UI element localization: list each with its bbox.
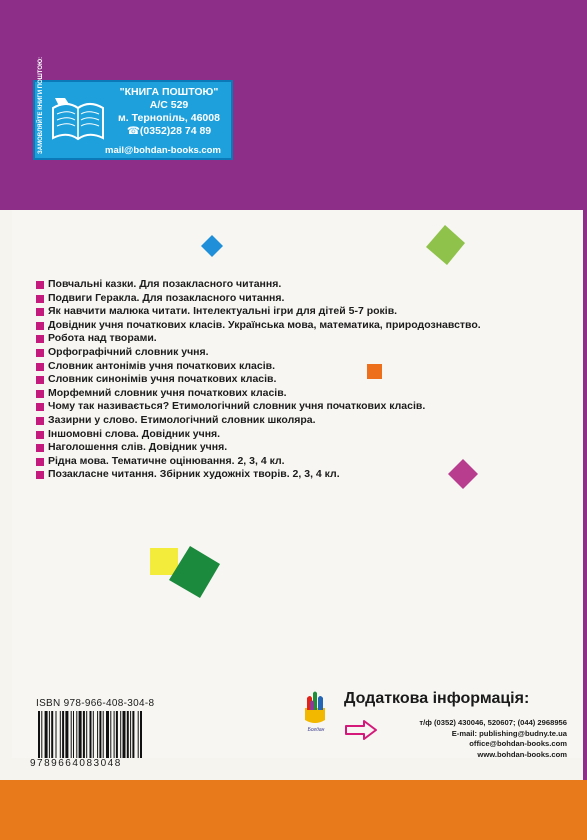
publisher-logo-text: Богдан [307,727,325,733]
bullet-square-icon [36,403,44,411]
catalog-item [36,319,481,333]
catalog-item [36,455,481,469]
right-purple-strip [583,210,587,780]
catalog-item-title: Наголошення слів. Довідник учня. [48,441,228,454]
open-book-icon [49,94,107,144]
bullet-square-icon [36,458,44,466]
catalog-item [36,468,481,482]
book-catalog-list [36,278,481,482]
decor-green-diamond [166,544,222,600]
bullet-square-icon [36,444,44,452]
bullet-square-icon [36,390,44,398]
catalog-item-title: Подвиги Геракла. Для позакласного читання. [48,291,285,304]
decor-blue-diamond [200,234,224,258]
barcode-number: 9789664083048 [30,758,122,769]
catalog-item-title: Зазирни у слово. Етимологічний словник школяра. [48,413,316,426]
catalog-item [36,292,481,306]
catalog-item-title: Як навчити малюка читати. Інтелектуальні ігри для дітей 5-7 років. [48,305,398,318]
catalog-item-title: Повчальні казки. Для позакласного читання. [48,278,282,290]
catalog-item [36,305,481,319]
catalog-item-title: Чому так називається? Етимологічний словник учня початкових класів. [48,400,426,413]
bullet-square-icon [36,308,44,316]
publisher-contacts [419,718,567,760]
catalog-item-title: Рідна мова. Тематичне оцінювання. 2, 3, 4 кл. [48,454,285,467]
catalog-item-title: Робота над творами. [48,332,157,345]
bullet-square-icon [36,376,44,384]
catalog-item [36,332,481,346]
catalog-item [36,346,481,360]
catalog-item-title: Орфографічний словник учня. [48,345,209,358]
catalog-item [36,441,481,455]
barcode-icon [36,711,182,758]
mail-order-stamp [33,56,233,160]
catalog-item [36,373,481,387]
catalog-item [36,400,481,414]
catalog-item-title: Словник антонімів учня початкових класів. [48,359,275,372]
bullet-square-icon [36,281,44,289]
pointer-arrow-icon [344,719,378,741]
bullet-square-icon [36,431,44,439]
bullet-square-icon [36,471,44,479]
additional-info-title: Додаткова інформація: [344,690,530,707]
bullet-square-icon [36,349,44,357]
catalog-item-title: Словник синонімів учня початкових класів. [48,373,277,386]
stamp-phone: ☎(0352)28 74 89 [126,125,212,137]
publisher-logo-icon [302,690,328,728]
catalog-item [36,428,481,442]
bullet-square-icon [36,295,44,303]
isbn-text: ISBN 978-966-408-304-8 [36,698,155,709]
bullet-square-icon [36,417,44,425]
contact-phone: т/ф (0352) 430046, 520607; (044) 2968956 [419,718,567,727]
contact-website[interactable]: www.bohdan-books.com [477,749,567,759]
stamp-address [105,86,233,138]
stamp-side-text: ЗАМОВЛЯЙТЕ КНИГИ ПОШТОЮ: [38,56,44,154]
bottom-orange-band [0,780,587,840]
catalog-item [36,414,481,428]
catalog-item [36,387,481,401]
contact-office-email[interactable]: office@bohdan-books.com [469,739,567,749]
catalog-item-title: Іншомовні слова. Довідник учня. [48,427,221,440]
stamp-email[interactable]: mail@bohdan-books.com [105,145,221,156]
stamp-po-box: А/С 529 [149,99,189,111]
decor-lime-diamond [424,224,466,266]
catalog-item-title: Довідник учня початкових класів. Українська мова, математика, природознавство. [48,318,481,331]
bullet-square-icon [36,363,44,371]
catalog-item [36,278,481,292]
stamp-city: м. Тернопіль, 46008 [118,112,220,124]
contact-email[interactable]: E-mail: publishing@budny.te.ua [451,728,567,738]
bullet-square-icon [36,335,44,343]
stamp-title: "КНИГА ПОШТОЮ" [119,86,219,98]
bullet-square-icon [36,322,44,330]
catalog-item-title: Позакласне читання. Збірник художніх творів. 2, 3, 4 кл. [48,468,340,481]
catalog-item [36,360,481,374]
catalog-item-title: Морфемний словник учня початкових класів. [48,386,287,399]
